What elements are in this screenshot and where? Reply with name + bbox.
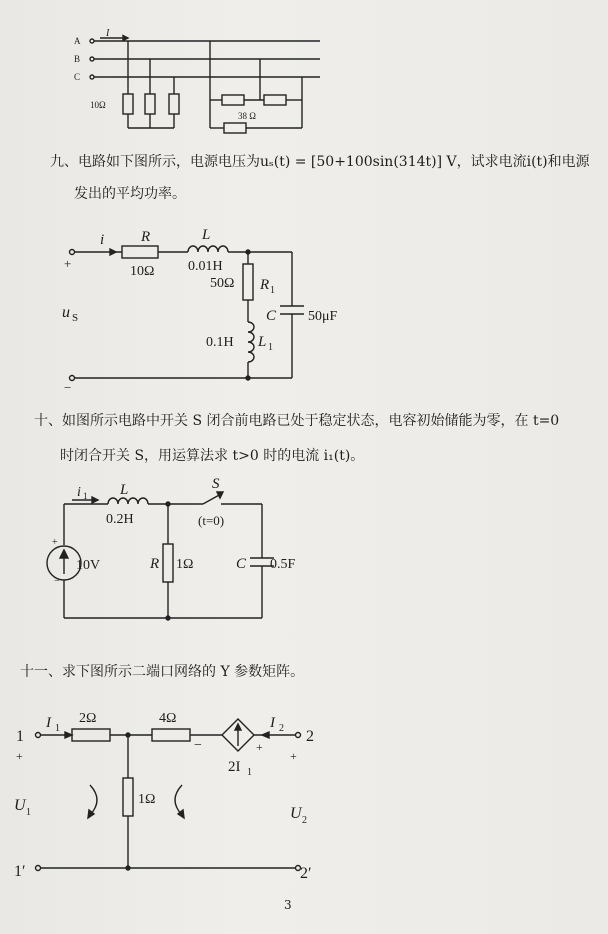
q9-text-line2: 发出的平均功率。 <box>74 186 186 202</box>
q10-c-value: 0.5F <box>270 557 296 572</box>
q9-l-label: L <box>202 227 211 243</box>
q10-l-label: L <box>120 482 129 498</box>
q11-dependent-source-label: 2I <box>228 759 241 775</box>
port2-terminal-label: 2 <box>306 728 314 745</box>
q9-us-label: u <box>62 304 70 321</box>
q9-c-value: 50μF <box>308 309 338 324</box>
q10-c-label: C <box>236 556 247 572</box>
q9-us-subscript: S <box>72 312 79 324</box>
q9-r1-label: R <box>260 277 270 293</box>
q10-text-line2: 时闭合开关 S，用运算法求 t>0 时的电流 i₁(t)。 <box>60 448 365 464</box>
q11-i1-label: I <box>46 715 51 731</box>
q11-r3-value: 1Ω <box>138 792 156 807</box>
q10-text-line1: 十、如图所示电路中开关 S 闭合前电路已处于稳定状态，电容初始储能为零，在 t=0 <box>34 413 560 429</box>
q11-u2-plus: + <box>290 749 297 763</box>
q9-r1-value: 50Ω <box>210 276 235 291</box>
q9-text-line1: 九、电路如下图所示，电源电压为uₛ(t) = [50+100sin(314t)] V，试求电流i(t)和电源 <box>50 154 590 170</box>
port2-prime-terminal-label: 2′ <box>300 865 312 882</box>
q9-current-label: i <box>100 232 105 248</box>
q10-l-value: 0.2H <box>106 512 134 527</box>
q11-u1-label: U <box>14 797 26 814</box>
q10-i1-subscript: 1 <box>83 491 88 501</box>
star-resistor-label: 10Ω <box>90 100 106 110</box>
q9-l1-value: 0.1H <box>206 335 234 350</box>
port1-terminal-label: 1 <box>16 728 24 745</box>
q9-l1-label: L <box>258 334 267 350</box>
phase-a-label: A <box>74 36 81 46</box>
q11-r1-value: 2Ω <box>79 711 97 726</box>
q9-r-label: R <box>141 229 151 245</box>
q9-r-value: 10Ω <box>130 264 155 279</box>
q9-l-value: 0.01H <box>188 259 223 274</box>
q11-dependent-source-subscript: 1 <box>247 767 252 778</box>
q9-c-label: C <box>266 308 277 324</box>
q11-i2-label: I <box>270 715 275 731</box>
page-number: 3 <box>284 898 292 912</box>
q10-source-plus: + <box>52 537 58 548</box>
q10-source-value: 10V <box>76 558 101 573</box>
q10-source-minus: − <box>54 576 60 587</box>
q10-switch-time: (t=0) <box>198 513 225 528</box>
q11-text-line1: 十一、求下图所示二端口网络的 Y 参数矩阵。 <box>20 664 305 680</box>
q10-switch-label: S <box>212 476 220 492</box>
q9-plus-sign: + <box>64 256 72 271</box>
q10-r-label: R <box>150 556 160 572</box>
q11-dep-plus: + <box>256 740 263 754</box>
q11-i2-subscript: 2 <box>279 723 284 734</box>
q9-l1-subscript: 1 <box>268 342 273 353</box>
port1-prime-terminal-label: 1′ <box>14 863 26 880</box>
q11-u1-plus: + <box>16 749 23 763</box>
q11-u1-subscript: 1 <box>26 807 31 818</box>
q11-dep-minus: − <box>194 738 202 753</box>
q10-r-value: 1Ω <box>176 557 194 572</box>
q9-minus-sign: − <box>64 380 72 395</box>
q10-i1-label: i <box>77 485 81 500</box>
q11-u2-subscript: 2 <box>302 815 307 826</box>
q11-r2-value: 4Ω <box>159 711 177 726</box>
phase-b-label: B <box>74 54 81 64</box>
phase-c-label: C <box>74 72 81 82</box>
q11-i1-subscript: 1 <box>55 723 60 734</box>
q9-r1-subscript: 1 <box>270 285 275 296</box>
delta-resistor-label: 38 Ω <box>238 111 256 121</box>
q11-u2-label: U <box>290 805 302 822</box>
line-current-label: I <box>106 28 110 39</box>
